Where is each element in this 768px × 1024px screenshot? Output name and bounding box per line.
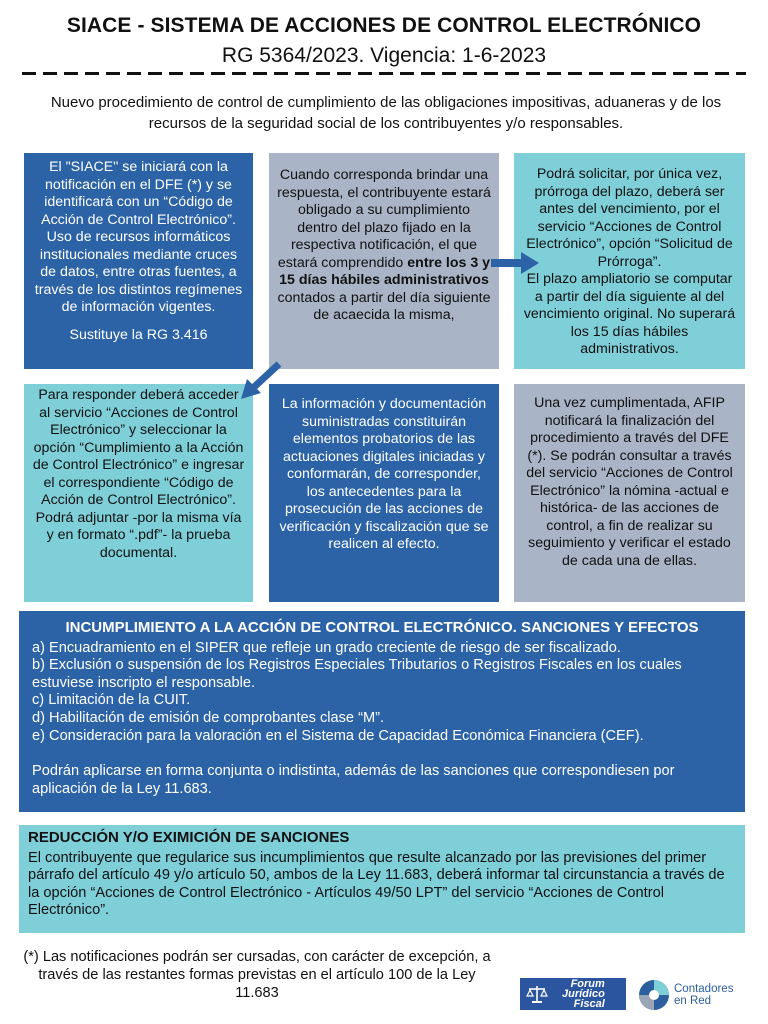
scales-icon <box>526 983 548 1005</box>
sanctions-item: a) Encuadramiento en el SIPER que refleje un grado creciente de riesgo de ser fiscalizado. <box>32 639 621 656</box>
card-siace-start-text: El "SIACE" se iniciará con la notificación en el DFE (*) y se identificará con un “Código de Acción de Control Electrónico”. Uso de recursos informáticos institucionales mediante cruces de datos, entre otras fuentes, a través de los distintos regímenes de información vigentes. <box>34 159 243 315</box>
aperture-icon <box>638 979 670 1011</box>
card-completion <box>514 384 745 602</box>
card-siace-start-note: Sustituye la RG 3.416 <box>69 326 208 343</box>
card-how-to-respond-text-2: Podrá adjuntar -por la misma vía y en formato “.pdf”- la prueba documental. <box>35 509 242 561</box>
arrow-down-left-icon <box>239 361 283 401</box>
reduction-title: REDUCCIÓN Y/O EXIMICIÓN DE SANCIONES <box>28 829 350 846</box>
forum-logo-line: Forum <box>570 978 605 990</box>
card-response-deadline <box>269 153 499 369</box>
card-response-deadline-text-a: Cuando corresponda brindar una respuesta, el contribuyente estará obligado a su cumplimiento dentro del plazo fijado en la respectiva notificación, el que estará comprendido <box>277 167 491 271</box>
card-evidence <box>269 384 499 602</box>
forum-logo-line: Jurídico <box>562 988 605 1000</box>
sanctions-item: d) Habilitación de emisión de comprobantes clase “M”. <box>32 709 385 726</box>
card-response-deadline-bold: entre los 3 y 15 días hábiles administrativos <box>279 254 491 288</box>
card-evidence-text: La información y documentación suministradas constituirán elementos probatorios de las actuaciones digitales iniciadas y conformarán, de corresponder, los antecedentes para la prosecución de las acciones de verificación y fiscalización que se realicen al efecto. <box>279 396 489 552</box>
sanctions-item: b) Exclusión o suspensión de los Registros Especiales Tributarios o Registros Fiscales en los cuales estuviese inscripto el responsable. <box>32 657 682 691</box>
card-response-deadline-text-b: contados a partir del día siguiente de acaecida la misma, <box>277 289 491 323</box>
card-siace-start <box>24 153 253 369</box>
sanctions-closing: Podrán aplicarse en forma conjunta o indistinta, además de las sanciones que correspondiesen por aplicación de la Ley 11.683. <box>32 763 675 797</box>
dashed-divider <box>22 72 746 75</box>
sanctions-item: c) Limitación de la CUIT. <box>32 692 191 709</box>
reduction-panel <box>19 825 745 933</box>
reduction-text: El contribuyente que regularice sus incumplimientos que resulte alcanzado por las previsiones del primer párrafo del artículo 49 y/o artículo 50, ambos de la Ley 11.683, deberá informar tal circunstancia a través de la opción “Acciones de Control Electrónico - Artículos 49/50 LPT” del servicio “Acciones de Control Electrónico”. <box>28 849 725 919</box>
sanctions-panel <box>19 611 745 812</box>
card-completion-text: Una vez cumplimentada, AFIP notificará la finalización del procedimiento a través del DFE (*). Se podrán consultar a través del servicio “Acciones de Control Electrónico” la nómina -actual e histórica- de las acciones de control, a fin de realizar su seguimiento y verificar el estado de cada una de ellas. <box>526 395 733 569</box>
card-extension <box>514 153 745 369</box>
contadores-en-red-logo <box>638 978 750 1012</box>
card-extension-text-1: Podrá solicitar, por única vez, prórroga del plazo, deberá ser antes del vencimiento, por el servicio “Acciones de Control Electrónico”, opción “Solicitud de Prórroga”. <box>526 166 733 270</box>
card-how-to-respond-text-1: Para responder deberá acceder al servicio “Acciones de Control Electrónico” y seleccionar la opción “Cumplimiento a la Acción de Control Electrónico” e ingresar el correspondiente “Código de Acción de Control Electrónico”. <box>32 387 245 508</box>
page-title: SIACE - SISTEMA DE ACCIONES DE CONTROL ELECTRÓNICO <box>66 14 702 37</box>
sanctions-item: e) Consideración para la valoración en el Sistema de Capacidad Económica Financiera (CEF). <box>32 727 644 744</box>
card-extension-text-2: El plazo ampliatorio se computar a partir del día siguiente al del vencimiento original. No superará los 15 días hábiles administrativos. <box>523 271 736 357</box>
footnote: (*) Las notificaciones podrán ser cursadas, con carácter de excepción, a través de las restantes formas previstas en el artículo 100 de la Ley 11.683 <box>23 949 491 1001</box>
card-how-to-respond <box>24 384 253 602</box>
forum-juridico-fiscal-logo <box>520 978 626 1010</box>
contadores-logo-line: en Red <box>674 995 712 1007</box>
arrow-right-icon <box>491 252 539 274</box>
sanctions-title: INCUMPLIMIENTO A LA ACCIÓN DE CONTROL ELECTRÓNICO. SANCIONES Y EFECTOS <box>65 619 699 636</box>
intro-paragraph: Nuevo procedimiento de control de cumplimiento de las obligaciones impositivas, aduaneras y de los recursos de la seguridad social de los contribuyentes y/o responsables. <box>50 94 722 132</box>
page-subtitle: RG 5364/2023. Vigencia: 1-6-2023 <box>221 44 547 67</box>
contadores-logo-line: Contadores <box>674 983 734 995</box>
forum-logo-line: Fiscal <box>573 998 605 1010</box>
